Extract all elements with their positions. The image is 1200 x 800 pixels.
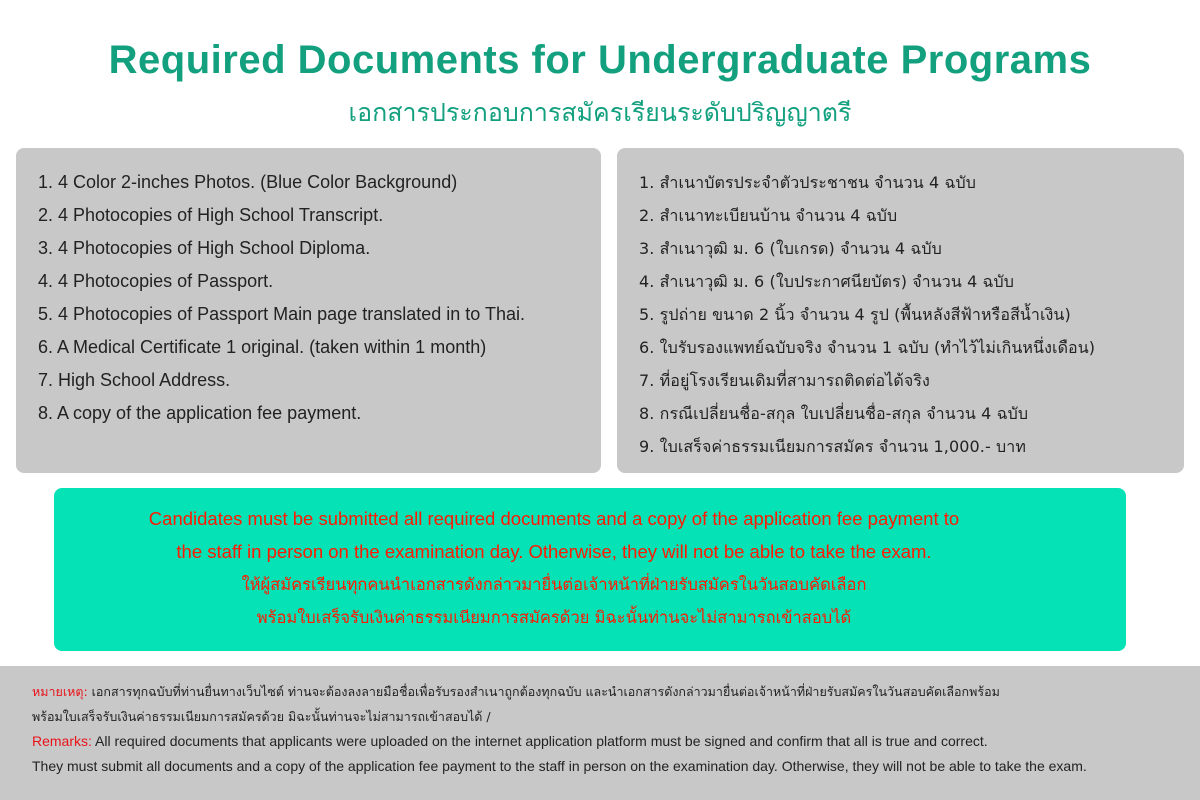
- list-item: 3. สำเนาวุฒิ ม. 6 (ใบเกรด) จำนวน 4 ฉบับ: [639, 239, 942, 258]
- list-item: 2. สำเนาทะเบียนบ้าน จำนวน 4 ฉบับ: [639, 206, 898, 225]
- english-documents-panel: [16, 148, 601, 473]
- english-remark-line: [32, 729, 1087, 754]
- english-remark-text: They must submit all documents and a copy of the application fee payment to the staff in person on the examination day. Otherwise, they will not be able to take the exam.: [32, 757, 1087, 774]
- list-item: 4. 4 Photocopies of Passport.: [38, 271, 274, 291]
- english-documents-list: [38, 166, 525, 430]
- thai-remark-label: หมายเหตุ:: [32, 684, 88, 699]
- notice-english-line: Candidates must be submitted all required documents and a copy of the application fee payment to: [148, 508, 960, 529]
- list-item: 5. 4 Photocopies of Passport Main page translated in to Thai.: [38, 304, 525, 324]
- thai-remark-line: [32, 680, 1087, 705]
- notice-thai-line: ให้ผู้สมัครเรียนทุกคนนำเอกสารดังกล่าวมายื่นต่อเจ้าหน้าที่ฝ่ายรับสมัครในวันสอบคัดเลือก: [241, 575, 867, 594]
- thai-documents-panel: [617, 148, 1184, 473]
- list-item: 8. กรณีเปลี่ยนชื่อ-สกุล ใบเปลี่ยนชื่อ-สกุล จำนวน 4 ฉบับ: [639, 404, 1029, 423]
- list-item: 2. 4 Photocopies of High School Transcript.: [38, 205, 384, 225]
- english-remark-line: [32, 754, 1087, 779]
- thai-remark-text: พร้อมใบเสร็จรับเงินค่าธรรมเนียมการสมัครด้วย มิฉะนั้นท่านจะไม่สามารถเข้าสอบได้ /: [32, 708, 491, 724]
- page-title: Required Documents for Undergraduate Programs: [108, 38, 1092, 82]
- english-remark-text: All required documents that applicants were uploaded on the internet application platform must be signed and confirm that all is true and correct.: [91, 733, 988, 749]
- list-item: 7. ที่อยู่โรงเรียนเดิมที่สามารถติดต่อได้จริง: [639, 371, 930, 390]
- remarks-footer: [0, 666, 1200, 800]
- list-item: 6. A Medical Certificate 1 original. (taken within 1 month): [38, 337, 487, 357]
- list-item: 1. 4 Color 2-inches Photos. (Blue Color Background): [38, 172, 458, 192]
- list-item: 4. สำเนาวุฒิ ม. 6 (ใบประกาศนียบัตร) จำนวน 4 ฉบับ: [639, 272, 1015, 291]
- remarks-text: [32, 680, 1087, 778]
- list-item: 7. High School Address.: [38, 370, 231, 390]
- english-remark-label: Remarks:: [32, 733, 92, 749]
- submission-notice-panel: [54, 488, 1126, 651]
- list-item: 8. A copy of the application fee payment.: [38, 403, 362, 423]
- list-item: 6. ใบรับรองแพทย์ฉบับจริง จำนวน 1 ฉบับ (ทำไว้ไม่เกินหนึ่งเดือน): [639, 338, 1096, 357]
- list-item: 1. สำเนาบัตรประจำตัวประชาชน จำนวน 4 ฉบับ: [639, 173, 976, 192]
- list-item: 9. ใบเสร็จค่าธรรมเนียมการสมัคร จำนวน 1,000.- บาท: [639, 437, 1027, 456]
- list-item: 5. รูปถ่าย ขนาด 2 นิ้ว จำนวน 4 รูป (พื้นหลังสีฟ้าหรือสีน้ำเงิน): [639, 305, 1071, 324]
- notice-text: [54, 502, 1054, 634]
- thai-remark-line: [32, 705, 1087, 730]
- notice-thai-line: พร้อมใบเสร็จรับเงินค่าธรรมเนียมการสมัครด้วย มิฉะนั้นท่านจะไม่สามารถเข้าสอบได้: [256, 608, 852, 627]
- page-subtitle-thai: เอกสารประกอบการสมัครเรียนระดับปริญญาตรี: [348, 98, 852, 127]
- thai-remark-text: เอกสารทุกฉบับที่ท่านยื่นทางเว็บไซต์ ท่านจะต้องลงลายมือชื่อเพื่อรับรองสำเนาถูกต้องทุกฉบับ และนำเอกสารดังกล่าวมายื่นต่อเจ้าหน้าที่ฝ่ายรับสมัครในวันสอบคัดเลือกพร้อม: [87, 684, 1000, 699]
- list-item: 3. 4 Photocopies of High School Diploma.: [38, 238, 371, 258]
- notice-english-line: the staff in person on the examination day. Otherwise, they will not be able to take the exam.: [176, 541, 932, 562]
- thai-documents-list: [639, 166, 1095, 463]
